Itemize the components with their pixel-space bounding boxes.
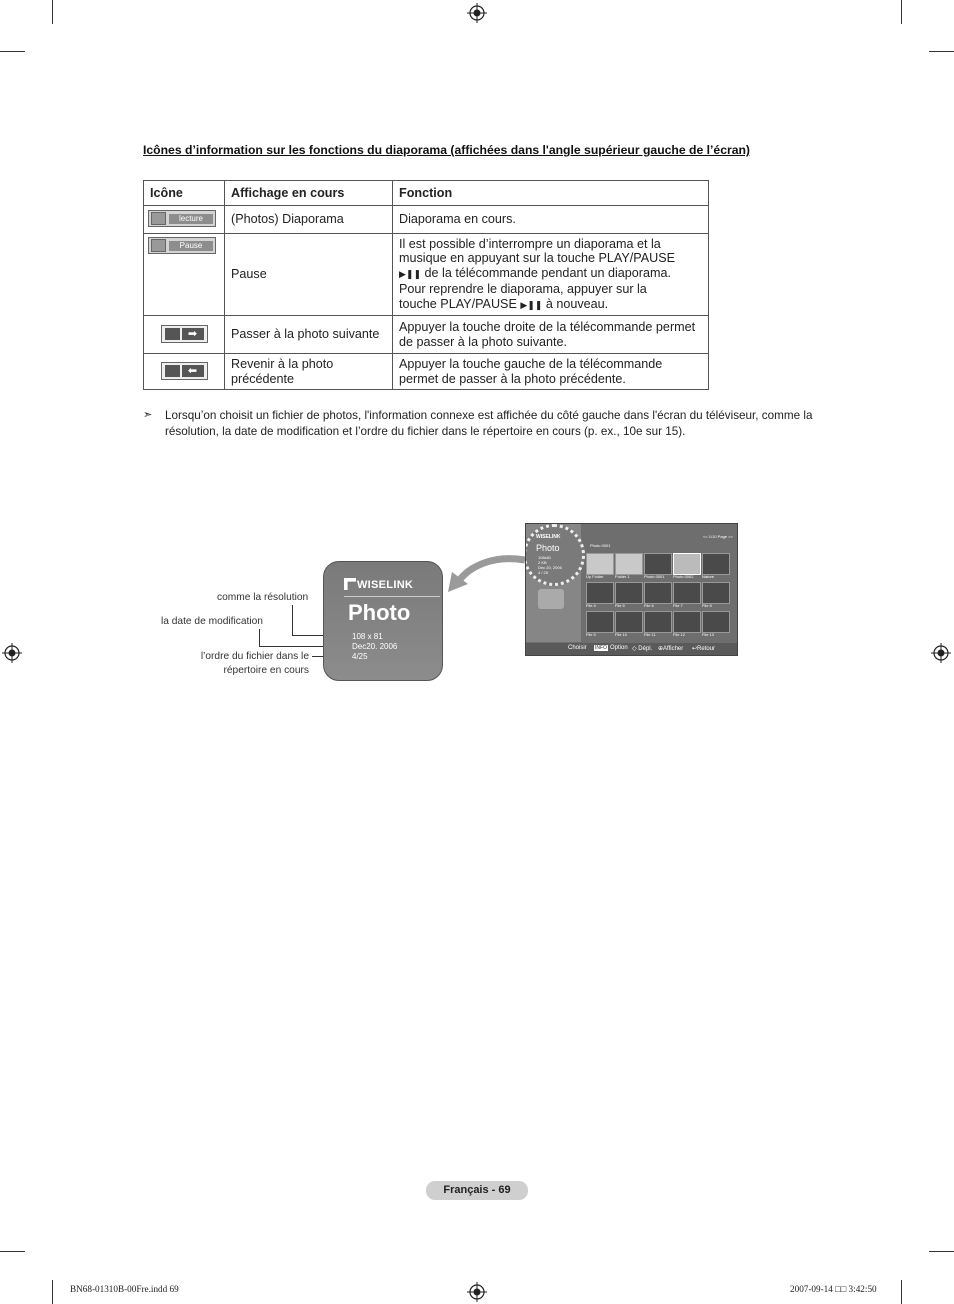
footer-move: ◇ Dépl. (632, 646, 653, 652)
footer-choose: Choisir (568, 645, 587, 651)
play-pause-icon: ▶❚❚ (399, 269, 422, 280)
callout-order: l’ordre du fichier dans le répertoire en cours (200, 651, 309, 676)
tv-footer (526, 643, 737, 655)
grid-item[interactable] (644, 611, 672, 633)
grid-item[interactable] (702, 553, 730, 575)
grid-caption: File 7 (673, 603, 683, 608)
grid-caption: File 10 (615, 632, 628, 637)
crop-mark (0, 1251, 25, 1252)
grid-item[interactable] (586, 582, 614, 604)
grid-item[interactable] (615, 582, 643, 604)
grid-caption: Nature (702, 574, 715, 579)
icon-cell (144, 354, 225, 390)
tv-logo: WISELINK (536, 534, 561, 540)
footer-option: Option (610, 645, 628, 651)
divider (344, 596, 440, 597)
registration-mark-icon (467, 3, 487, 23)
leader-line (292, 605, 293, 636)
crop-mark (52, 1280, 53, 1304)
previous-photo-icon: ⬅ (161, 362, 208, 380)
wiselink-logo: WISELINK (344, 578, 413, 591)
grid-caption: Photo 0002 (673, 574, 694, 579)
grid-caption: File 9 (586, 632, 596, 637)
next-photo-icon: ➡ (161, 325, 208, 343)
table-row (144, 316, 709, 354)
display-cell: Revenir à la photo précédente (225, 354, 393, 390)
grid-item[interactable] (644, 553, 672, 575)
panel-order: 4/25 (352, 652, 368, 661)
function-cell: Appuyer la touche droite de la télécommande permet de passer à la photo suivante. (393, 316, 709, 354)
icon-cell (144, 316, 225, 354)
grid-caption: File 6 (644, 603, 654, 608)
column-header-icon: Icône (144, 181, 225, 206)
grid-item[interactable] (702, 582, 730, 604)
grid-caption: Photo 0001 (644, 574, 665, 579)
function-cell: Diaporama en cours. (393, 206, 709, 234)
registration-mark-icon (931, 643, 951, 663)
table-row (144, 234, 709, 316)
note-text: Lorsqu’on choisit un fichier de photos, l'information connexe est affichée du côté gauche dans l'écran du téléviseur, comme la résolution, la date de modification et l’ordre du fichier dans le répertoire en cours (p. ex., 10e sur 15). (165, 409, 813, 438)
grid-caption: Up Folder (586, 574, 604, 579)
icon-cell (144, 234, 225, 316)
registration-mark-icon (467, 1282, 487, 1302)
slug-date: 2007-09-14 □□ 3:42:50 (790, 1284, 877, 1294)
grid-caption: Folder 1 (615, 574, 630, 579)
grid-caption: File 12 (673, 632, 686, 637)
grid-item[interactable] (586, 611, 614, 633)
table-row (144, 354, 709, 390)
tv-folder-path: Photo 0001 (590, 543, 611, 548)
grid-item[interactable] (615, 553, 643, 575)
grid-caption: File 4 (586, 603, 596, 608)
grid-caption: File 11 (644, 632, 656, 637)
tv-page: << 1/10 Page >> (703, 534, 733, 539)
play-pause-icon: ▶❚❚ (520, 299, 543, 310)
crop-mark (0, 51, 25, 52)
grid-item[interactable] (702, 611, 730, 633)
crop-mark (929, 1251, 954, 1252)
table-row (144, 206, 709, 234)
pointer-arrow-icon (440, 550, 530, 600)
footer-info-key: INFO (595, 645, 607, 651)
crop-mark (52, 0, 53, 24)
page-number: Français - 69 (426, 1181, 528, 1200)
display-cell: Pause (225, 234, 393, 316)
tv-info: Dec 20, 2006 (538, 565, 562, 570)
slideshow-pause-icon: Pause (148, 237, 216, 254)
grid-item[interactable] (673, 611, 701, 633)
function-cell: Il est possible d’interrompre un diaporama et la musique en appuyant sur la touche PLAY/PAUSE ▶❚❚ de la télécommande pendant un diaporama. Pour reprendre le diaporama, appuyer sur la touche PLAY/PAUSE ▶❚❚ à nouveau. (393, 234, 709, 316)
crop-mark (929, 51, 954, 52)
icon-cell (144, 206, 225, 234)
function-cell: Appuyer la touche gauche de la télécommande permet de passer à la photo précédente. (393, 354, 709, 390)
callout-resolution: comme la résolution (217, 592, 309, 603)
table-header-row (144, 181, 709, 206)
grid-caption: File 8 (702, 603, 712, 608)
column-header-function: Fonction (393, 181, 709, 206)
footer-return: ↩Retour (692, 646, 716, 652)
crop-mark (901, 0, 902, 24)
slug-file: BN68-01310B-00Fre.indd 69 (70, 1284, 179, 1294)
panel-date: Dec20. 2006 (352, 642, 398, 651)
grid-caption: File 13 (702, 632, 715, 637)
crop-mark (901, 1280, 902, 1304)
grid-item[interactable] (673, 582, 701, 604)
camera-icon (538, 589, 564, 609)
column-header-display: Affichage en cours (225, 181, 393, 206)
leader-line (259, 629, 260, 647)
footer-display: ⊕Afficher (658, 646, 684, 652)
display-cell: (Photos) Diaporama (225, 206, 393, 234)
note-arrow-icon: ➣ (143, 409, 153, 421)
registration-mark-icon (2, 643, 22, 663)
callout-date: la date de modification (161, 616, 263, 627)
slideshow-play-icon: lecture (148, 210, 216, 227)
grid-item[interactable] (673, 553, 701, 575)
tv-screen-thumbnail (525, 523, 738, 656)
grid-item[interactable] (586, 553, 614, 575)
grid-item[interactable] (644, 582, 672, 604)
grid-item[interactable] (615, 611, 643, 633)
info-table (143, 180, 709, 390)
section-heading: Icônes d’information sur les fonctions du diaporama (affichées dans l'angle supérieur gauche de l’écran) (143, 143, 750, 157)
panel-title: Photo (348, 600, 411, 625)
tv-info: 108x81 (538, 555, 552, 560)
tv-title: Photo (536, 543, 560, 553)
tv-info: 2 KB (538, 560, 547, 565)
grid-caption: File 5 (615, 603, 625, 608)
tv-info: 4 / 25 (538, 570, 549, 575)
display-cell: Passer à la photo suivante (225, 316, 393, 354)
photo-info-panel (323, 561, 443, 681)
panel-resolution: 108 x 81 (352, 632, 383, 641)
